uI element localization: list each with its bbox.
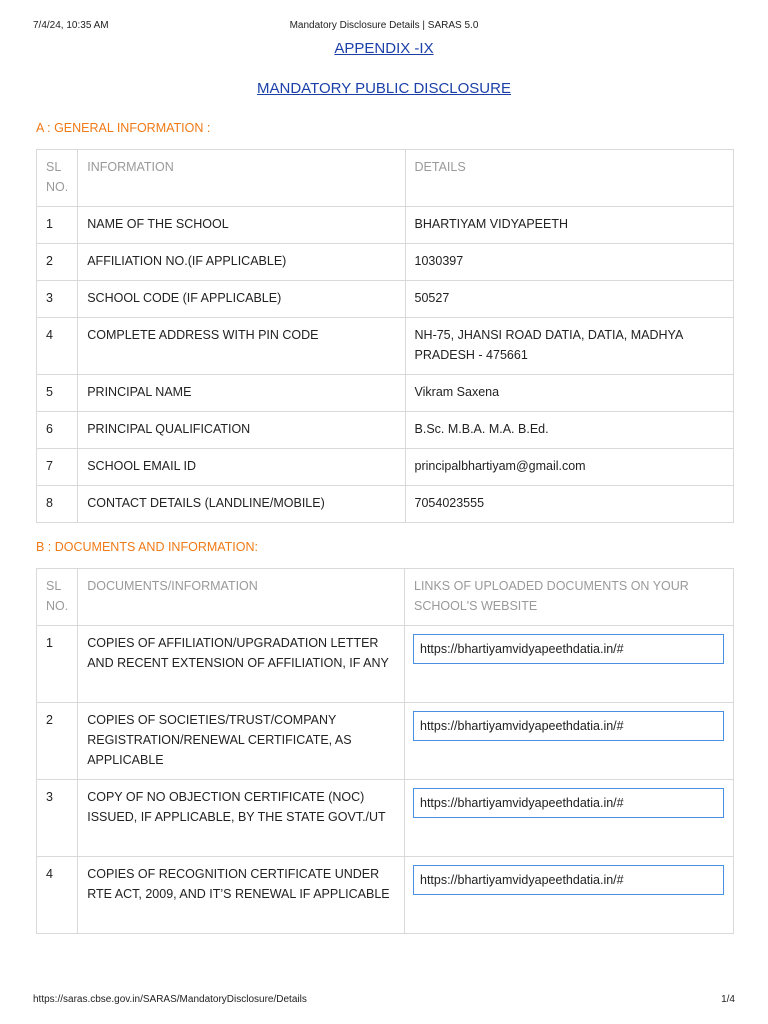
table-row [37, 244, 734, 281]
cell-sl: 2 [37, 703, 78, 780]
document-link-field[interactable]: https://bhartiyamvidyapeethdatia.in/# [413, 634, 724, 664]
table-row [37, 318, 734, 375]
print-timestamp: 7/4/24, 10:35 AM [33, 20, 109, 31]
column-header-details: DETAILS [405, 150, 733, 207]
cell-details: 50527 [405, 281, 733, 318]
cell-information: SCHOOL EMAIL ID [78, 449, 405, 486]
section-a-heading: A : GENERAL INFORMATION : [36, 121, 211, 135]
document-link-field[interactable]: https://bhartiyamvidyapeethdatia.in/# [413, 788, 724, 818]
cell-sl: 4 [37, 857, 78, 934]
cell-information: AFFILIATION NO.(IF APPLICABLE) [78, 244, 405, 281]
column-header-documents: DOCUMENTS/INFORMATION [78, 569, 405, 626]
cell-details: B.Sc. M.B.A. M.A. B.Ed. [405, 412, 733, 449]
cell-information: NAME OF THE SCHOOL [78, 207, 405, 244]
print-header [0, 20, 768, 34]
print-footer [0, 994, 768, 1008]
appendix-heading: APPENDIX -IX [334, 40, 434, 57]
print-page-title: Mandatory Disclosure Details | SARAS 5.0 [289, 20, 479, 31]
table-row [37, 281, 734, 318]
cell-information: PRINCIPAL QUALIFICATION [78, 412, 405, 449]
table-row [37, 412, 734, 449]
cell-sl: 6 [37, 412, 78, 449]
table-header-row [37, 150, 734, 207]
column-header-links: LINKS OF UPLOADED DOCUMENTS ON YOUR SCHOOL'S WEBSITE [405, 569, 734, 626]
cell-sl: 7 [37, 449, 78, 486]
general-information-table [36, 149, 734, 523]
table-row [37, 375, 734, 412]
page-title: MANDATORY PUBLIC DISCLOSURE [257, 80, 511, 97]
cell-sl: 8 [37, 486, 78, 523]
cell-details: 1030397 [405, 244, 733, 281]
cell-details: Vikram Saxena [405, 375, 733, 412]
cell-document: COPY OF NO OBJECTION CERTIFICATE (NOC) ISSUED, IF APPLICABLE, BY THE STATE GOVT./UT [78, 780, 405, 857]
cell-sl: 3 [37, 780, 78, 857]
table-row [37, 703, 734, 780]
cell-link [405, 626, 734, 703]
table-row [37, 207, 734, 244]
cell-information: CONTACT DETAILS (LANDLINE/MOBILE) [78, 486, 405, 523]
column-header-sl: SL NO. [37, 150, 78, 207]
cell-document: COPIES OF AFFILIATION/UPGRADATION LETTER AND RECENT EXTENSION OF AFFILIATION, IF ANY [78, 626, 405, 703]
page-number: 1/4 [721, 994, 735, 1005]
document-link-field[interactable]: https://bhartiyamvidyapeethdatia.in/# [413, 711, 724, 741]
cell-link [405, 857, 734, 934]
column-header-sl: SL NO. [37, 569, 78, 626]
cell-sl: 4 [37, 318, 78, 375]
cell-details: principalbhartiyam@gmail.com [405, 449, 733, 486]
cell-sl: 1 [37, 626, 78, 703]
cell-document: COPIES OF RECOGNITION CERTIFICATE UNDER RTE ACT, 2009, AND IT’S RENEWAL IF APPLICABLE [78, 857, 405, 934]
documents-information-table [36, 568, 734, 934]
cell-details: 7054023555 [405, 486, 733, 523]
section-b-heading: B : DOCUMENTS AND INFORMATION: [36, 540, 258, 554]
cell-sl: 5 [37, 375, 78, 412]
cell-information: SCHOOL CODE (IF APPLICABLE) [78, 281, 405, 318]
table-header-row [37, 569, 734, 626]
cell-information: COMPLETE ADDRESS WITH PIN CODE [78, 318, 405, 375]
cell-sl: 1 [37, 207, 78, 244]
table-row [37, 449, 734, 486]
column-header-information: INFORMATION [78, 150, 405, 207]
cell-details: NH-75, JHANSI ROAD DATIA, DATIA, MADHYA PRADESH - 475661 [405, 318, 733, 375]
cell-document: COPIES OF SOCIETIES/TRUST/COMPANY REGISTRATION/RENEWAL CERTIFICATE, AS APPLICABLE [78, 703, 405, 780]
cell-details: BHARTIYAM VIDYAPEETH [405, 207, 733, 244]
cell-information: PRINCIPAL NAME [78, 375, 405, 412]
table-row [37, 486, 734, 523]
table-row [37, 857, 734, 934]
table-row [37, 780, 734, 857]
cell-sl: 3 [37, 281, 78, 318]
cell-link [405, 703, 734, 780]
print-url[interactable]: https://saras.cbse.gov.in/SARAS/MandatoryDisclosure/Details [33, 994, 307, 1005]
table-row [37, 626, 734, 703]
cell-sl: 2 [37, 244, 78, 281]
cell-link [405, 780, 734, 857]
document-link-field[interactable]: https://bhartiyamvidyapeethdatia.in/# [413, 865, 724, 895]
